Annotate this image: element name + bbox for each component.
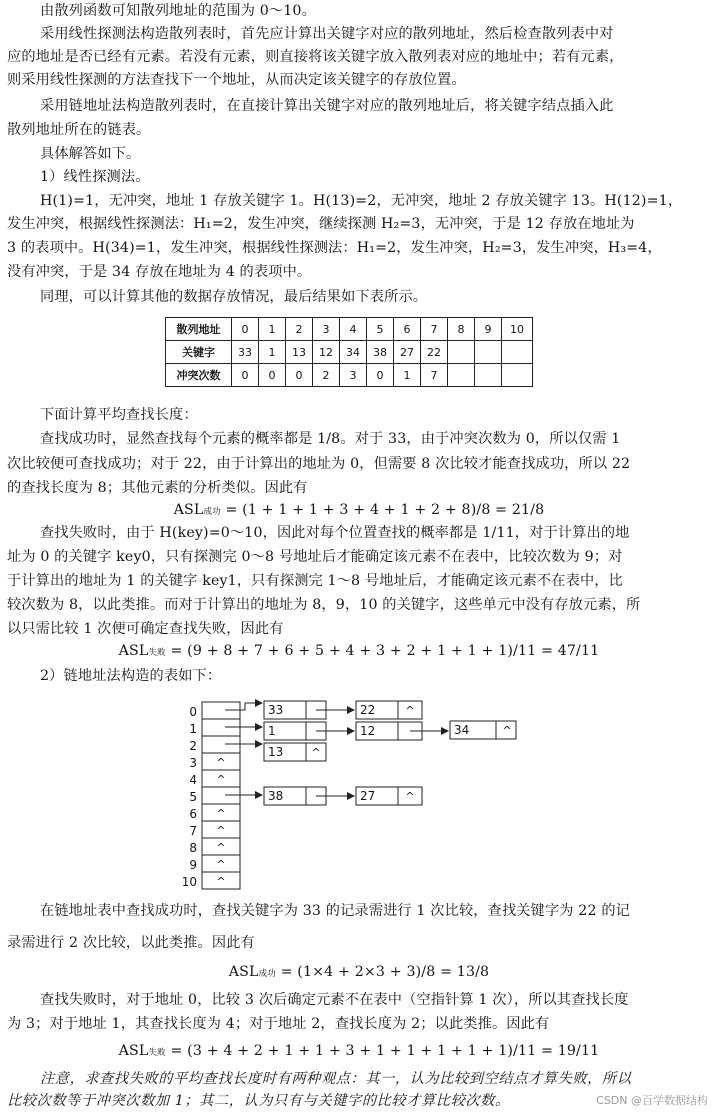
text-line: 同理，可以计算其他的数据存放情况，最后结果如下表所示。 <box>40 289 428 305</box>
null-pointer: ^ <box>216 824 226 837</box>
formula-asl-success-chain <box>0 962 718 984</box>
text-line: 以只需比较 1 次便可确定查找失败，因此有 <box>7 621 284 637</box>
table-cell: 3 <box>313 318 340 341</box>
note-line: 比较次数等于冲突次数加 1；其二，认为只有与关键字的比较才算比较次数。 <box>7 1093 510 1109</box>
table-cell: 1 <box>394 364 421 387</box>
text-line: 址为 0 的关键字 key0，只有探测完 0～8 号地址后才能确定该元素不在表中，比较次数为 9；对 <box>7 549 623 565</box>
index-label: 2 <box>189 739 197 753</box>
table-cell: 2 <box>313 364 340 387</box>
table-cell: 0 <box>367 364 394 387</box>
formula-body: = (9 + 8 + 7 + 6 + 5 + 4 + 3 + 2 + 1 + 1 + 1)/11 = 47/11 <box>165 643 600 659</box>
table-cell: 1 <box>259 318 286 341</box>
index-label: 0 <box>189 705 197 719</box>
formula-body: = (3 + 4 + 2 + 1 + 1 + 3 + 1 + 1 + 1 + 1 + 1)/11 = 19/11 <box>165 1043 600 1059</box>
text-line: 为 3；对于地址 1，其查找长度为 4；对于地址 2，查找长度为 2；以此类推。因此有 <box>7 1016 550 1032</box>
text-line: 发生冲突，根据线性探测法：H₁=2，发生冲突，继续探测 H₂=3，无冲突，于是 12 存放在地址为 <box>7 216 635 232</box>
node-key: 22 <box>360 703 376 717</box>
null-pointer: ^ <box>216 773 226 786</box>
watermark: CSDN @百学数据结构 <box>596 1094 708 1107</box>
text-line: 的查找长度为 8；其他元素的分析类似。因此有 <box>7 480 308 496</box>
formula-subscript: 失败 <box>148 1048 166 1058</box>
index-label: 5 <box>189 790 197 804</box>
index-label: 4 <box>189 773 197 787</box>
text-line: H(1)=1，无冲突，地址 1 存放关键字 1。H(13)=2，无冲突，地址 2 存放关键字 13。H(12)=1， <box>40 193 683 209</box>
row-header: 关键字 <box>166 341 232 364</box>
table-cell: 2 <box>286 318 313 341</box>
text-line: 3 的表项中。H(34)=1，发生冲突，根据线性探测法：H₁=2，发生冲突，H₂=3，发生冲突，H₃=4， <box>7 240 662 256</box>
formula-symbol: ASL <box>118 1043 149 1059</box>
table-cell: 0 <box>232 318 259 341</box>
text-line: 散列地址所在的链表。 <box>7 122 151 138</box>
formula-asl-fail-chain <box>0 1041 718 1063</box>
text-line: 下面计算平均查找长度： <box>40 407 198 423</box>
null-pointer: ^ <box>216 858 226 871</box>
text-line: 较次数为 8，以此类推。而对于计算出的地址为 8，9，10 的关键字，这些单元中没有存放元素，所 <box>7 597 641 613</box>
node-key: 12 <box>360 724 376 738</box>
table-cell: 27 <box>394 341 421 364</box>
table-cell: 33 <box>232 341 259 364</box>
text-line: 查找失败时，由于 H(key)=0～10，因此对每个位置查找的概率都是 1/11，对于计算出的地 <box>40 525 630 541</box>
section-heading: 2）链地址法构造的表如下： <box>40 668 222 684</box>
text-line: 具体解答如下。 <box>40 146 141 162</box>
text-line: 录需进行 2 次比较，以此类推。因此有 <box>7 935 255 951</box>
table-cell: 38 <box>367 341 394 364</box>
node-key: 33 <box>268 703 284 717</box>
index-label: 3 <box>189 756 197 770</box>
formula-subscript: 成功 <box>203 507 221 517</box>
text-line: 应的地址是否已经有元素。若没有元素，则直接将该关键字放入散列表对应的地址中；若有元素， <box>7 49 624 65</box>
index-label: 9 <box>189 858 197 872</box>
table-cell: 0 <box>232 364 259 387</box>
text-line: 查找失败时，对于地址 0，比较 3 次后确定元素不在表中（空指针算 1 次），所以其查找长度 <box>40 992 629 1008</box>
null-pointer: ^ <box>216 756 226 769</box>
row-header: 散列地址 <box>166 318 232 341</box>
null-pointer: ^ <box>216 875 226 888</box>
table-cell: 4 <box>340 318 367 341</box>
null-pointer: ^ <box>216 807 226 820</box>
index-label: 7 <box>189 824 197 838</box>
table-cell: 9 <box>475 318 502 341</box>
table-cell: 7 <box>421 318 448 341</box>
section-heading: 1）线性探测法。 <box>40 169 150 185</box>
index-label: 6 <box>189 807 197 821</box>
table-cell: 34 <box>340 341 367 364</box>
text-line: 没有冲突，于是 34 存放在地址为 4 的表项中。 <box>7 264 312 280</box>
node-key: 13 <box>268 745 284 759</box>
pointer-arrow <box>225 703 262 710</box>
node-key: 1 <box>268 724 276 738</box>
null-pointer: ^ <box>405 704 415 717</box>
table-cell: 13 <box>286 341 313 364</box>
table-cell: 1 <box>259 341 286 364</box>
table-cell: 10 <box>502 318 533 341</box>
null-pointer: ^ <box>405 790 415 803</box>
null-pointer: ^ <box>216 841 226 854</box>
node-key: 38 <box>268 789 284 803</box>
null-pointer: ^ <box>502 724 512 737</box>
index-label: 10 <box>181 875 197 889</box>
formula-body: = (1 + 1 + 1 + 3 + 4 + 1 + 2 + 8)/8 = 21/8 <box>220 502 545 518</box>
node-key: 27 <box>360 789 376 803</box>
table-cell: 22 <box>421 341 448 364</box>
formula-subscript: 成功 <box>258 969 276 979</box>
formula-body: = (1×4 + 2×3 + 3)/8 = 13/8 <box>275 964 490 980</box>
table-cell: 7 <box>421 364 448 387</box>
index-label: 8 <box>189 841 197 855</box>
row-header: 冲突次数 <box>166 364 232 387</box>
table-cell: 6 <box>394 318 421 341</box>
formula-symbol: ASL <box>228 964 259 980</box>
text-line: 则采用线性探测的方法查找下一个地址，从而决定该关键字的存放位置。 <box>7 72 466 88</box>
text-line: 在链地址表中查找成功时，查找关键字为 33 的记录需进行 1 次比较，查找关键字为 22 的记 <box>40 903 630 919</box>
formula-subscript: 失败 <box>148 648 166 658</box>
text-line: 次比较便可查找成功；对于 22，由于计算出的地址为 0，但需要 8 次比较才能查找成功，所以 22 <box>7 456 631 472</box>
node-key: 34 <box>454 723 470 737</box>
text-line: 查找成功时，显然查找每个元素的概率都是 1/8。对于 33，由于冲突次数为 0，所以仅需 1 <box>40 431 621 447</box>
text-line: 采用线性探测法构造散列表时，首先应计算出关键字对应的散列地址，然后检查散列表中对 <box>40 26 614 42</box>
formula-symbol: ASL <box>173 502 204 518</box>
table-cell: 12 <box>313 341 340 364</box>
index-label: 1 <box>189 722 197 736</box>
text-line: 由散列函数可知散列地址的范围为 0～10。 <box>40 3 316 19</box>
null-pointer: ^ <box>311 746 321 759</box>
table-cell: 8 <box>448 318 475 341</box>
table-cell: 0 <box>259 364 286 387</box>
table-cell: 0 <box>286 364 313 387</box>
note-line: 注意，求查找失败的平均查找长度时有两种观点：其一，认为比较到空结点才算失败，所以 <box>40 1071 632 1087</box>
text-line: 于计算出的地址为 1 的关键字 key1，只有探测完 1～8 号地址后，才能确定该元素不在表中，比 <box>7 573 623 589</box>
text-line: 采用链地址法构造散列表时，在直接计算出关键字对应的散列地址后，将关键字结点插入此 <box>40 98 614 114</box>
table-cell: 3 <box>340 364 367 387</box>
formula-symbol: ASL <box>118 643 149 659</box>
table-cell: 5 <box>367 318 394 341</box>
